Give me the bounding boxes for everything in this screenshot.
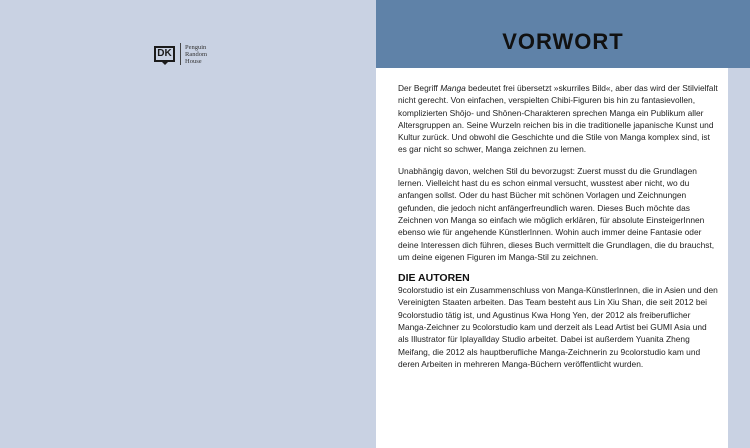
content-panel [376, 68, 728, 448]
publisher-line: House [185, 57, 202, 65]
dk-logo-icon: DK [154, 46, 175, 62]
page-title: VORWORT [502, 29, 624, 54]
authors-paragraph: 9colorstudio ist ein Zusammenschluss von Manga-KünstlerInnen, die in Asien und den Vereinigten Staaten arbeiten. Das Team besteht aus Lin Xiu Shan, die seit 2012 bei 9colorstudio tätig ist, und Agustinus Kwa Hong Yen, der 2012 als freiberuflicher Manga-Zeichner zu 9colorstudio kam und derzeit als Lead Artist bei GUMI Asia und als Illustrator für Iplayallday Studio arbeitet. Dabei ist außerdem Yuanita Zheng Meifang, die 2012 als hauptberufliche Manga-Zeichnerin zu 9colorstudio kam und deren Arbeiten in mehreren Manga-Büchern veröffentlicht wurden. [398, 285, 718, 369]
publisher-logo [154, 43, 207, 65]
publisher-line: Random [185, 50, 208, 58]
intro-rest: bedeutet frei übersetzt »skurriles Bild«, aber das wird der Stilvielfalt nicht gerecht. Von einfachen, verspielten Chibi-Figuren bis hin zu fantasievollen, komplizierten Shōjo- und Shōnen-Charakteren sprechen Manga ein Publikum aller Altersgruppen an. Seine Wurzeln reichen bis in die traditionelle japanische Kunst und Kultur zurück. Und obwohl die Geschichte und die Stile von Manga komplex sind, ist es gar nicht so schwer, Manga zeichnen zu lernen. [398, 83, 718, 155]
intro-paragraph [398, 82, 718, 156]
intro-italic-term: Manga [440, 83, 466, 93]
publisher-line: Penguin [185, 43, 207, 51]
text-block [398, 82, 718, 379]
logo-divider [180, 43, 181, 65]
right-page [376, 0, 750, 448]
authors-heading: DIE AUTOREN [398, 272, 470, 285]
intro-prefix: Der Begriff [398, 83, 441, 93]
body-paragraph: Unabhängig davon, welchen Stil du bevorzugst: Zuerst musst du die Grundlagen lernen. Vielleicht hast du es schon einmal versucht, wusstest aber nicht, wo du anfangen sollst. Oder du hast Bücher mit schönen Vorlagen und Zeichnungen gefunden, die jedoch nicht anfängerfreundlich waren. Dieses Buch möchte das Zeichnen von Manga so einfach wie möglich erklären, für absolute EinsteigerInnen ebenso wie für angehende KünstlerInnen. Wohin auch immer deine Fantasie oder deine Interessen dich führen, dieses Buch vermittelt die Grundlagen, die du brauchst, um deine eigenen Figuren im Manga-Stil zu zeichnen. [398, 165, 715, 262]
penguin-random-house-wordmark [185, 44, 207, 65]
